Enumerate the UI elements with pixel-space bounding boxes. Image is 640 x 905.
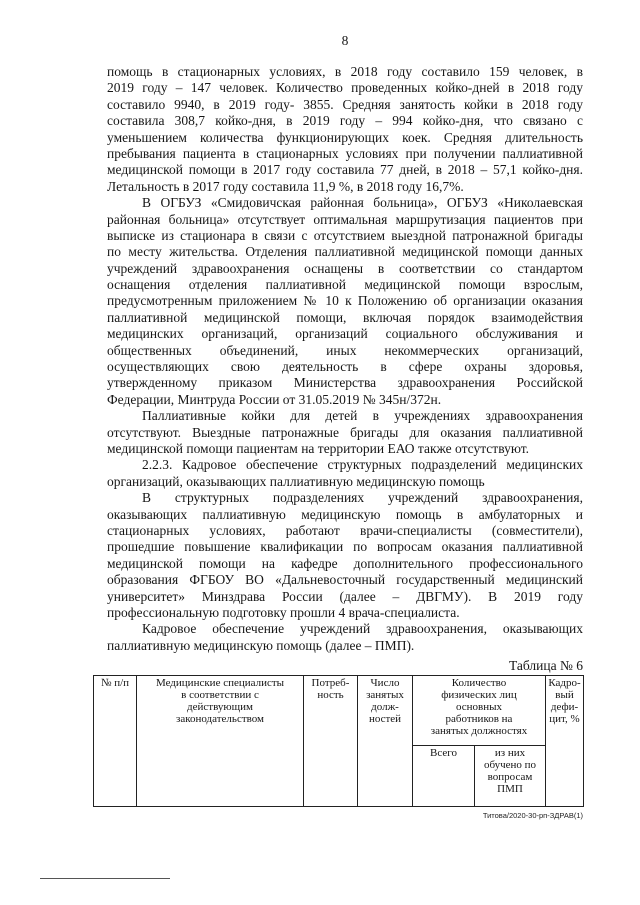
body-line: составила 308,7 койко-дня, в 2019 году – 994 койко-дня, что связано с	[107, 113, 583, 129]
body-line: утвержденному приказом Министерства здравоохранения Российской	[107, 375, 583, 391]
body-line: паллиативной медицинской помощи, включая порядок взаимодействия	[107, 309, 583, 325]
header-positions: Число занятых долж- ностей	[358, 676, 413, 807]
body-line: паллиативную медицинскую помощь (далее – ПМП).	[107, 637, 415, 653]
body-line: уменьшением количества функционирующих коек. Средняя длительность	[107, 129, 583, 145]
body-line: отсутствуют. Выездные патронажные бригады для оказания паллиативной	[107, 424, 583, 440]
section-heading: организаций, оказывающих паллиативную медицинскую помощь	[107, 473, 485, 489]
footnote-divider	[40, 878, 170, 879]
body-line: образования ФГБОУ ВО «Дальневосточный государственный медицинский	[107, 572, 583, 588]
body-line: прошедшие повышение квалификации по вопросам оказания паллиативной	[107, 539, 583, 555]
body-line: выписке из стационара в связи с отсутствием выездной патронажной бригады	[107, 227, 583, 243]
body-line: медицинской помощи на кафедре дополнительного профессионального	[107, 555, 583, 571]
body-line: медицинских организаций, организаций социального обслуживания и	[107, 326, 583, 342]
body-line: пребывания пациента в стационарных условиях при получении паллиативной	[107, 145, 583, 161]
header-num: № п/п	[94, 676, 137, 807]
body-line: стационарных условиях, работают врачи-специалисты (совместители),	[107, 522, 583, 538]
body-line: В структурных подразделениях учреждений здравоохранения,	[142, 490, 583, 506]
body-line: Федерации, Минтруда России от 31.05.2019 № 345н/372н.	[107, 391, 442, 407]
header-deficit: Кадро- вый дефи- цит, %	[546, 676, 584, 807]
header-total: Всего	[413, 746, 475, 807]
body-line: университет» Минздрава России (далее – ДВГМУ). В 2019 году	[107, 588, 583, 604]
body-line: предусмотренным приложением № 10 к Положению об организации оказания	[107, 293, 583, 309]
body-line: медицинской помощи в 2017 году составила 77 дней, в 2018 – 57,1 койко-дня.	[107, 162, 583, 178]
body-line: Кадровое обеспечение учреждений здравоохранения, оказывающих	[142, 621, 583, 637]
body-line: составило 9940, в 2019 году- 3855. Средняя занятость койки в 2018 году	[107, 96, 583, 112]
body-line: осуществляющих свою деятельность в сфере охраны здоровья,	[107, 359, 583, 375]
section-heading: 2.2.3. Кадровое обеспечение структурных подразделений медицинских	[142, 457, 583, 473]
body-line: профессиональную подготовку прошли 4 врача-специалиста.	[107, 604, 460, 620]
body-line: помощь в стационарных условиях, в 2018 году составило 159 человек, в	[107, 64, 583, 79]
header-need: Потреб- ность	[304, 676, 358, 807]
body-line: Паллиативные койки для детей в учреждениях здравоохранения	[142, 408, 583, 424]
body-line: оказывающих паллиативную медицинскую помощь в амбулаторных и	[107, 506, 583, 522]
body-line: учреждений здравоохранения оснащены в соответствии со стандартом	[107, 260, 583, 276]
body-line: оснащения отделения паллиативной медицинской помощи взрослым,	[107, 277, 583, 293]
header-specialists: Медицинские специалисты в соответствии с действующим законодательством	[137, 676, 304, 807]
body-line: медицинской помощи пациентам на территории ЕАО также отсутствуют.	[107, 440, 530, 456]
header-trained: из них обучено по вопросам ПМП	[475, 746, 546, 807]
body-line: по месту жительства. Отделения паллиативной медицинской помощи данных	[107, 244, 583, 260]
staffing-table	[93, 675, 584, 807]
body-line: 2019 году – 147 человек. Количество проведенных койко-дней в 2018 году	[107, 80, 583, 96]
body-line: В ОГБУЗ «Смидовичская районная больница», ОГБУЗ «Николаевская	[142, 195, 583, 211]
body-line: Летальность в 2017 году составила 11,9 %, в 2018 году 16,7%.	[107, 178, 464, 194]
document-code: Титова/2020-30-рп-ЗДРАВ(1)	[482, 811, 583, 820]
page-number: 8	[341, 33, 349, 48]
table-caption: Таблица № 6	[509, 658, 583, 673]
body-text	[107, 64, 583, 654]
body-line: районная больница» отсутствует оптимальная маршрутизация пациентов при	[107, 211, 583, 227]
header-persons: Количество физических лиц основных работников на занятых должностях	[413, 676, 546, 746]
body-line: общественных объединений, иных некоммерческих организаций,	[107, 342, 583, 358]
